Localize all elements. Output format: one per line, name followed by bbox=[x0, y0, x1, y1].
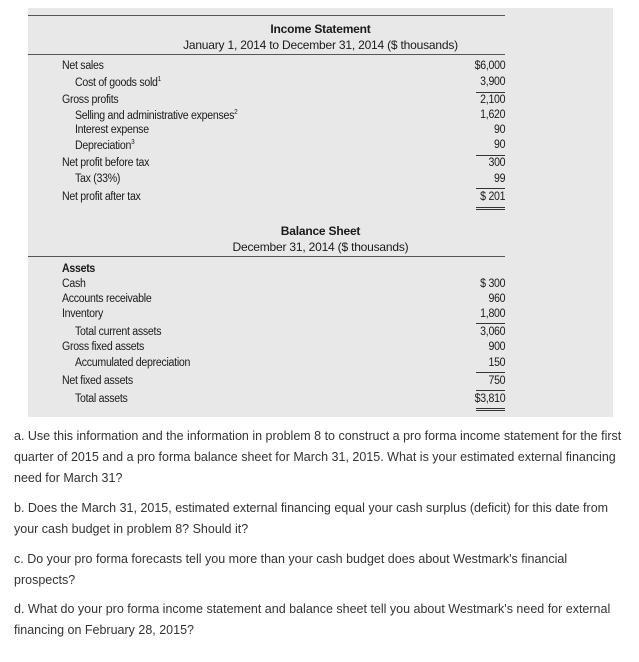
top-rule bbox=[28, 15, 505, 16]
is-row-value: 99 bbox=[493, 173, 505, 185]
double-underline-top bbox=[476, 207, 505, 208]
is-row-label: Selling and administrative expenses$^2$ bbox=[75, 109, 238, 122]
bs-row-label: Total assets bbox=[75, 393, 128, 405]
underline bbox=[476, 188, 505, 189]
double-underline-bottom bbox=[476, 209, 505, 210]
is-row-label: Net sales bbox=[62, 60, 104, 72]
income-statement-title: Income Statement bbox=[270, 22, 371, 36]
underline bbox=[476, 390, 505, 391]
bs-row-value: 3,060 bbox=[479, 326, 505, 338]
financial-statements-panel bbox=[28, 8, 613, 417]
bs-row-value: 1,800 bbox=[479, 308, 505, 320]
is-row-label: Cost of goods sold$^1$ bbox=[75, 76, 161, 89]
is-row-label: Gross profits bbox=[62, 94, 119, 106]
bs-row-value: 900 bbox=[488, 341, 505, 353]
bs-row-label: Inventory bbox=[62, 308, 104, 320]
double-underline-top bbox=[476, 408, 505, 409]
is-row-value: 2,100 bbox=[479, 94, 505, 106]
is-row-label: Net profit before tax bbox=[62, 157, 150, 169]
is-row-value: 90 bbox=[493, 139, 505, 151]
bs-row-label: Accounts receivable bbox=[62, 293, 152, 305]
bs-row-value: 960 bbox=[488, 293, 505, 305]
balance-header-rule bbox=[28, 256, 505, 257]
bs-row-label: Gross fixed assets bbox=[62, 341, 145, 353]
is-row-label: Tax (33%) bbox=[75, 173, 121, 185]
question-d: d. What do your pro forma income statement and balance sheet tell you about Westmark's need for external financing on February 28, 2015? bbox=[14, 602, 611, 637]
is-row-value: 300 bbox=[488, 157, 505, 169]
double-underline-bottom bbox=[476, 410, 505, 411]
balance-sheet-date: December 31, 2014 ($ thousands) bbox=[232, 240, 409, 254]
is-row-label: Depreciation$^3$ bbox=[75, 139, 135, 152]
bs-row-value: $3,810 bbox=[474, 393, 505, 405]
question-b: b. Does the March 31, 2015, estimated external financing equal your cash surplus (deficit) for this date from your cash budget in problem 8? Should it? bbox=[14, 501, 609, 536]
bs-row-label: Net fixed assets bbox=[62, 375, 133, 387]
income-header-rule bbox=[28, 54, 505, 55]
underline bbox=[476, 155, 505, 156]
is-row-value: 1,620 bbox=[479, 109, 505, 121]
assets-section-heading: Assets bbox=[62, 263, 96, 275]
bs-row-label: Cash bbox=[62, 278, 86, 290]
is-row-value: $6,000 bbox=[474, 60, 505, 72]
is-row-label: Net profit after tax bbox=[62, 191, 141, 203]
is-row-value: $ 201 bbox=[479, 191, 505, 203]
underline bbox=[476, 92, 505, 93]
bs-row-label: Total current assets bbox=[75, 326, 162, 338]
question-c: c. Do your pro forma forecasts tell you more than your cash budget does about Westmark's financial prospects? bbox=[14, 552, 568, 587]
bs-row-value: 150 bbox=[488, 357, 505, 369]
bs-row-value: $ 300 bbox=[479, 278, 505, 290]
income-statement-period: January 1, 2014 to December 31, 2014 ($ thousands) bbox=[183, 38, 458, 52]
balance-sheet-title: Balance Sheet bbox=[280, 224, 361, 238]
bs-row-value: 750 bbox=[488, 375, 505, 387]
is-row-value: 3,900 bbox=[479, 76, 505, 88]
is-row-label: Interest expense bbox=[75, 124, 149, 136]
underline bbox=[476, 372, 505, 373]
question-a: a. Use this information and the information in problem 8 to construct a pro forma income statement for the first quarter of 2015 and a pro forma balance sheet for March 31, 2015. What is your estimated external financing need for March 31? bbox=[14, 429, 622, 485]
is-row-value: 90 bbox=[493, 124, 505, 136]
underline bbox=[476, 323, 505, 324]
bs-row-label: Accumulated depreciation bbox=[75, 357, 191, 369]
